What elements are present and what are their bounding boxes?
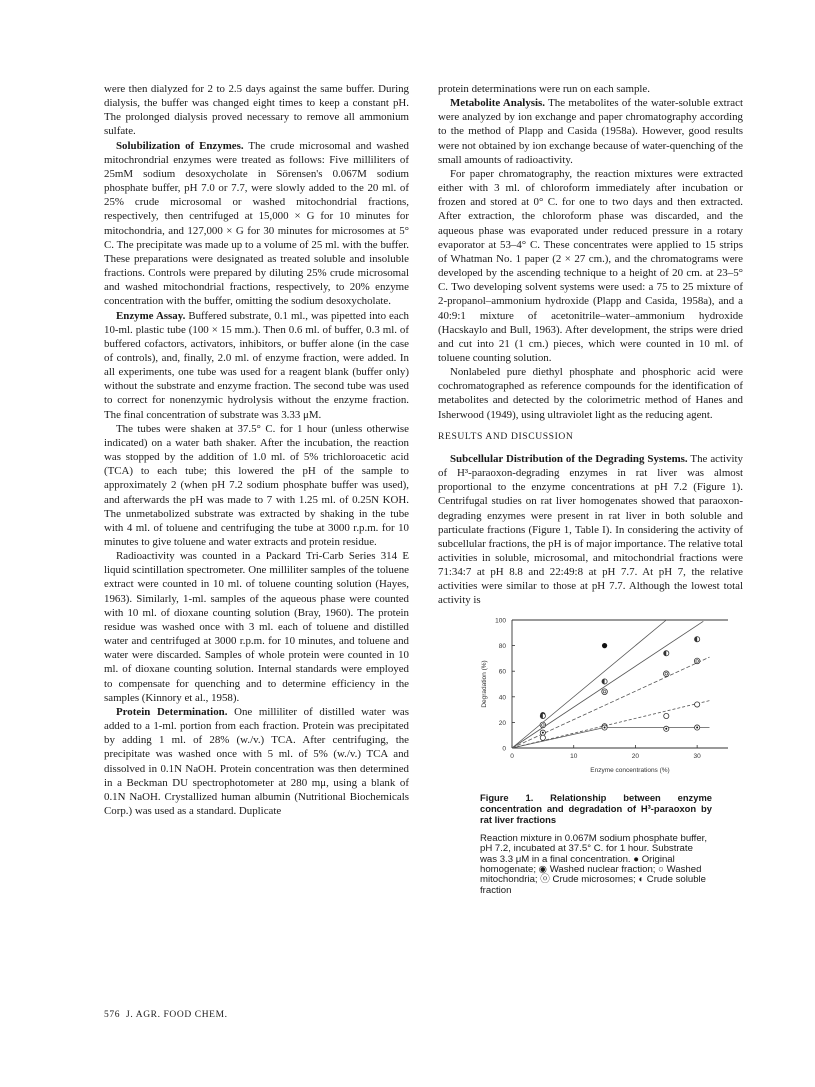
figure-caption <box>480 792 712 897</box>
paragraph-text: Buffered substrate, 0.1 ml., was pipetted into each 10-ml. plastic tube (100 × 15 mm.). Then 0.6 ml. of buffer, 0.3 ml. of buffered cofactors, activators, inhibitors, or buffer alone (in the case of controls), and, finally, 2.0 ml. of enzyme fraction, were added. In all experiments, one tube was used for a reagent blank (buffer only) without the substrate and enzyme fraction. The second tube was used to correct for nonenzymic hydrolysis without the enzyme fraction. The final concentration of substrate was 3.33 μM. <box>104 309 409 421</box>
x-tick-label: 0 <box>510 752 514 760</box>
x-tick-label: 20 <box>631 752 640 760</box>
y-tick-label: 60 <box>498 668 506 676</box>
data-point-washed-nuclear-fraction-dot <box>696 726 698 728</box>
chart-svg <box>438 614 743 782</box>
figure-1-chart <box>438 614 743 782</box>
paragraph-heading: Enzyme Assay. <box>116 309 186 322</box>
section-heading: RESULTS AND DISCUSSION <box>438 430 574 442</box>
data-point-crude-microsomes <box>540 722 546 728</box>
paragraph <box>438 452 743 608</box>
caption-body: Reaction mixture in 0.067M sodium phosphate buffer, pH 7.2, incubated at 37.5° C. for 1 hour. Substrate was 3.3 μM in a final concentration. ● Original homogenate; ◉ Washed nuclear fraction; ○ Washed mitochondria; ⓞ Crude microsomes; ◐ Crude soluble fraction <box>480 832 708 896</box>
data-point-crude-microsomes <box>663 671 669 677</box>
y-tick-label: 20 <box>498 719 506 727</box>
y-tick-label: 40 <box>498 693 506 701</box>
right-column <box>438 82 743 896</box>
page-number: 576 <box>104 1010 121 1020</box>
paragraph <box>104 309 409 422</box>
paragraph-heading: Solubilization of Enzymes. <box>116 139 244 152</box>
paragraph <box>438 96 743 167</box>
paragraph-text: The activity of H³-paraoxon-degrading enzymes in rat liver was almost proportional to the enzyme concentrations at pH 7.2 (Figure 1). Centrifugal studies on rat liver homogenates showed that paraoxon-degrading enzymes were present in rat liver in both soluble and particulate fractions (Figure 1, Table I). In considering the activity of subcellular fractions, the pH is of major importance. The relative total activities in soluble, microsomal, and mitochondrial fractions were 71:34:7 at pH 8.8 and 22:49:8 at pH 7.7. At pH 7, the relative activities were similar to those at pH 7.7. Although the lowest total activity is <box>438 452 744 607</box>
y-tick-label: 100 <box>495 617 506 625</box>
y-tick-label: 80 <box>498 642 506 650</box>
paragraph: protein determinations were run on each sample. <box>438 83 650 95</box>
paragraph-text: One milliliter of distilled water was added to a 1-ml. portion from each fraction. Protein was precipitated by adding 1 ml. of 28% (w./v.) TCA. After centrifuging, the precipitate was washed once with 5 ml. of 5% (w./v.) TCA and dissolved in 0.1N NaOH. Protein concentration was then determined in a Beckman DU spectrophotometer at 280 mμ, using a blank of 0.1N NaOH. Crystallized human albumin (Nutritional Biochemicals Corp.) was used as a standard. Duplicate <box>104 705 409 817</box>
series-line-original-homogenate <box>512 620 666 748</box>
paragraph: Radioactivity was counted in a Packard Tri-Carb Series 314 E liquid scintillation spectrometer. One milliliter samples of the toluene extract were counted in 10 ml. of toluene counting solution (Hayes, 1963). Similarly, 1-ml. samples of the aqueous phase were counted with 10 ml. of dioxane counting solution (Bray, 1960). The protein residue was washed once with 3 ml. each of toluene and distilled water and centrifuged at 3000 r.p.m. for 10 minutes, and toluene and water were discarded. Samples of whole protein were counted in 10 ml. of dioxane counting solution. Internal standards were employed to compensate for quenching and to determine efficiency in the samples (Kinnory et al., 1958). <box>104 550 409 704</box>
paragraph: For paper chromatography, the reaction mixtures were extracted either with 3 ml. of chloroform immediately after incubation or frozen and stored at 0° C. for one to two days and then extracted. After extraction, the chloroform phase was discarded, and the aqueous phase was evaporated under reduced pressure in a rotary evaporator at 53–4° C. These concentrates were applied to 15 strips of Whatman No. 1 paper (2 × 27 cm.), and the chromatograms were developed by the ascending technique to a height of 20 cm. at 23–5° C. Two developing solvent systems were used: a 75 to 25 mixture of 2-propanol–ammonium hydroxide (Plapp and Casida, 1958a), and a 40:9:1 mixture of acetonitrile–water–ammonium hydroxide (Hacskaylo and Bull, 1963). After development, the strips were dried and cut into 21 (1 cm.) pieces, which were counted in 10 ml. of toluene counting solution. <box>438 167 743 364</box>
data-point-washed-nuclear-fraction-dot <box>665 727 667 729</box>
data-point-crude-microsomes <box>694 658 700 664</box>
data-point-washed-mitochondria <box>695 702 700 707</box>
y-axis-label: Degradation (%) <box>481 659 488 708</box>
data-point-original-homogenate <box>602 643 607 648</box>
paragraph-heading: Metabolite Analysis. <box>450 97 545 110</box>
data-point-washed-mitochondria <box>664 713 669 718</box>
paragraph-text: The metabolites of the water-soluble extract were analyzed by ion exchange and paper chromatography according to the method of Plapp and Casida (1958a). However, good results were not obtained by ion exchange because of water-quenching of the small amounts of radioactivity. <box>438 97 743 166</box>
paragraph <box>104 139 409 309</box>
left-column <box>104 82 409 818</box>
paragraph: Nonlabeled pure diethyl phosphate and phosphoric acid were cochromatographed as reference compounds for the identification of metabolites and detected by the colorimetric method of Hanes and Isherwood (1949), using ultraviolet light as the reducing agent. <box>438 366 743 421</box>
caption-title: Figure 1. Relationship between enzyme concentration and degradation of H³-paraoxon by rat liver fractions <box>480 791 712 826</box>
paragraph: were then dialyzed for 2 to 2.5 days against the same buffer. During dialysis, the buffer was changed eight times to keep a constant pH. The prolonged dialysis proved necessary to remove all ammonium sulfate. <box>104 83 409 138</box>
data-point-crude-microsomes <box>602 689 608 695</box>
journal-name: J. AGR. FOOD CHEM. <box>126 1010 228 1020</box>
paragraph-heading: Protein Determination. <box>116 705 228 718</box>
data-point-washed-mitochondria <box>540 735 545 740</box>
series-line-crude-soluble-fraction <box>512 621 703 748</box>
x-axis-label: Enzyme concentrations (%) <box>590 766 670 774</box>
page-footer <box>104 1010 228 1020</box>
y-tick-label: 0 <box>502 745 506 753</box>
paragraph-heading: Subcellular Distribution of the Degrading Systems. <box>450 452 688 465</box>
paragraph: The tubes were shaken at 37.5° C. for 1 hour (unless otherwise indicated) on a water bath shaker. After the incubation, the reaction was stopped by the addition of 1.0 ml. of 5% trichloroacetic acid (TCA) to each tube; this lowered the pH of the sample to approximately 2 (when pH 7.2 sodium phosphate buffer was used), and afterwards the pH was made to 7 with 1.25 ml. of 0.25N KOH. The unmetabolized substrate was extracted by shaking in the tube with 4 ml. of toluene and centrifuging the tube at 3000 r.p.m. for 10 minutes to give toluene and water extracts and protein residue. <box>104 422 409 548</box>
x-tick-label: 10 <box>570 752 578 760</box>
paragraph-text: The crude microsomal and washed mitochrondrial enzymes were treated as follows: Five milliliters of 25mM sodium desoxycholate in Sörensen's 0.067M sodium phosphate buffer, pH 7.0 or 7.7, were slowly added to the 20 ml. of 25% crude microsomal or washed mitochondrial fractions, respectively, then centrifuged at 15,000 × G for 10 minutes for mitochondria, and 127,000 × G for 30 minutes for microsomes at 5° C. The precipitate was made up to a volume of 25 ml. with the buffer. These preparations were designated as treated soluble and insoluble fractions. Controls were prepared by diluting 25% crude microsomal and washed mitochondrial fractions, respectively, to 20% enzyme concentration with the buffer, omitting the sodium desoxycholate. <box>104 139 409 308</box>
paragraph <box>104 705 409 818</box>
data-point-washed-nuclear-fraction-dot <box>542 731 544 733</box>
x-tick-label: 30 <box>693 752 701 760</box>
data-point-washed-nuclear-fraction-dot <box>604 726 606 728</box>
